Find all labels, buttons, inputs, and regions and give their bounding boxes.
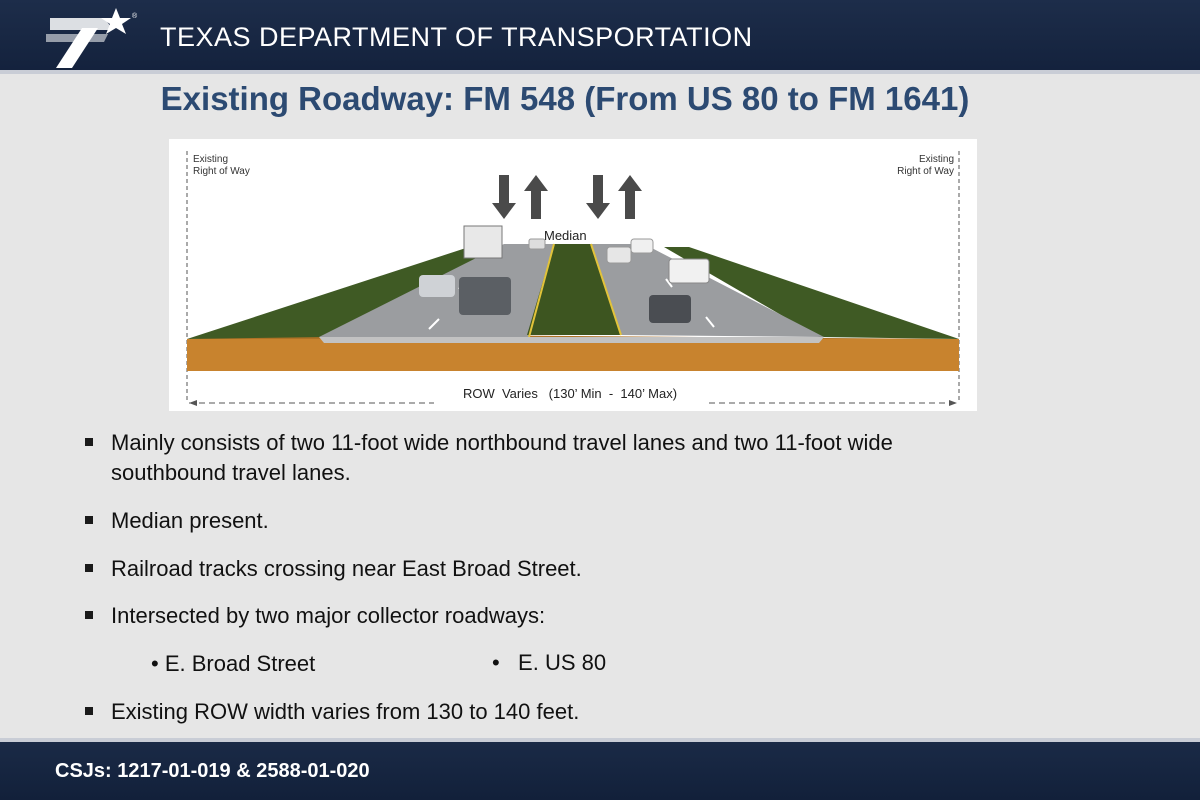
roadway-cross-section-figure bbox=[169, 139, 977, 411]
left-row-label-line1: Existing bbox=[193, 154, 229, 165]
traffic-direction-arrows bbox=[492, 175, 642, 219]
sub-bullet-dot-icon: • bbox=[151, 651, 165, 676]
page-title: Existing Roadway: FM 548 (From US 80 to FM 1641) bbox=[160, 80, 970, 117]
sub-bullet-item bbox=[492, 650, 606, 676]
bullet-square-icon bbox=[85, 611, 93, 619]
csj-numbers: CSJs: 1217-01-019 & 2588-01-020 bbox=[55, 760, 370, 782]
trademark-symbol: ® bbox=[132, 13, 138, 20]
bullet-text: Intersected by two major collector roadways: bbox=[111, 603, 546, 628]
sub-bullet-item bbox=[151, 651, 315, 677]
bullet-square-icon bbox=[85, 516, 93, 524]
left-row-label-line2: Right of Way bbox=[193, 166, 250, 177]
right-row-label-line1: Existing bbox=[918, 154, 954, 165]
sub-bullet-dot-icon: • bbox=[492, 650, 519, 675]
right-row-label-line2: Right of Way bbox=[897, 166, 954, 177]
txdot-logo-icon bbox=[38, 6, 148, 68]
bullet-text: Existing ROW width varies from 130 to 140 feet. bbox=[111, 699, 580, 724]
roadway-illustration bbox=[169, 139, 977, 411]
agency-name: TEXAS DEPARTMENT OF TRANSPORTATION bbox=[160, 22, 753, 52]
bullet-text: Median present. bbox=[111, 508, 269, 533]
bullet-square-icon bbox=[85, 707, 93, 715]
median-label: Median bbox=[544, 228, 587, 243]
header-divider bbox=[0, 70, 1200, 74]
bullet-text: Railroad tracks crossing near East Broad Street. bbox=[111, 556, 582, 581]
bullet-square-icon bbox=[85, 564, 93, 572]
sub-bullet-text: E. Broad Street bbox=[164, 651, 316, 676]
bullet-square-icon bbox=[85, 438, 93, 446]
sub-bullet-text: E. US 80 bbox=[518, 650, 607, 675]
row-dimension-label: ROW Varies (130’ Min - 140’ Max) bbox=[462, 386, 678, 401]
bullet-text: Mainly consists of two 11-foot wide northbound travel lanes and two 11-foot wide southbound travel lanes. bbox=[111, 430, 893, 485]
